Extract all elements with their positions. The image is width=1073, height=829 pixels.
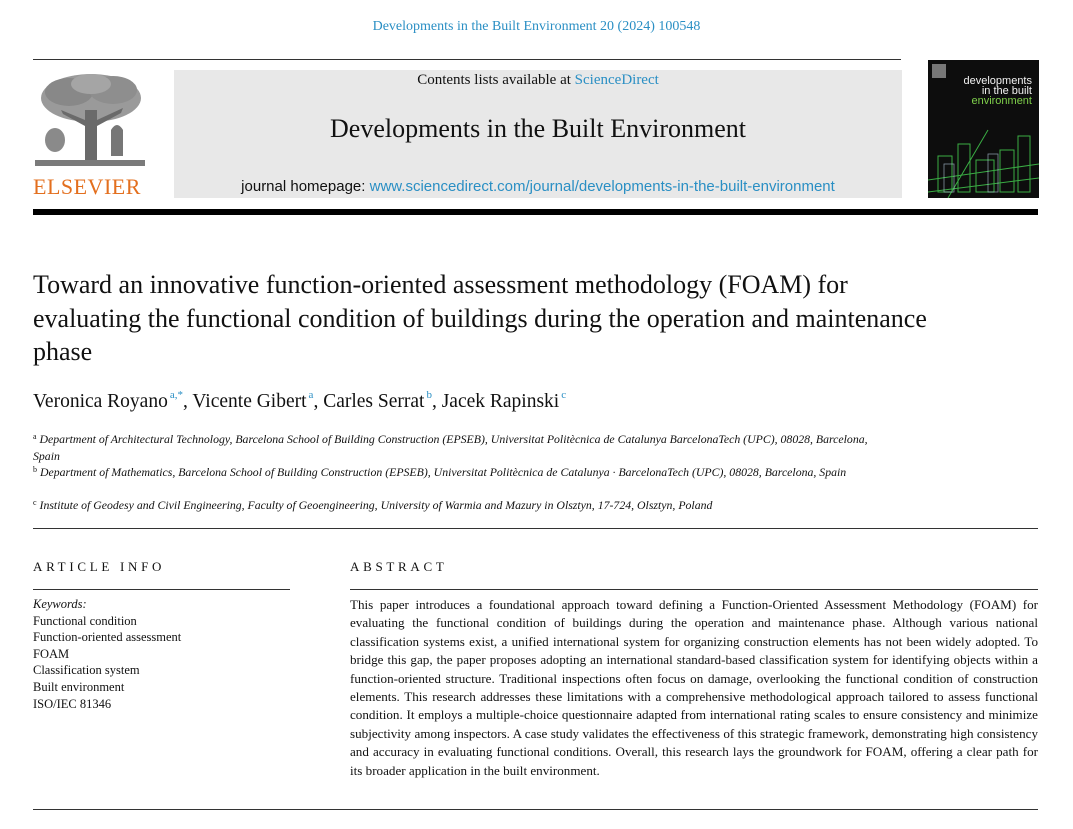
keywords-label: Keywords: bbox=[33, 597, 87, 611]
affiliation bbox=[33, 462, 893, 481]
keyword-item: ISO/IEC 81346 bbox=[33, 696, 112, 711]
journal-homepage-link[interactable]: www.sciencedirect.com/journal/developments-in-the-built-environment bbox=[369, 178, 835, 195]
section-divider bbox=[33, 528, 1038, 529]
journal-homepage-line bbox=[174, 178, 902, 195]
article-info-heading: ARTICLE INFO bbox=[33, 559, 166, 574]
masthead-bottom-rule bbox=[33, 209, 1038, 215]
homepage-prefix: journal homepage: bbox=[241, 178, 366, 195]
author-affiliation-marker[interactable]: c bbox=[561, 389, 567, 401]
author-name[interactable]: Carles Serrat bbox=[323, 391, 425, 412]
author-affiliation-marker[interactable]: a bbox=[308, 389, 314, 401]
affiliation-text: Department of Mathematics, Barcelona School of Building Construction (EPSEB), Universitat Politècnica de Catalunya · BarcelonaTech (UPC), 08028, Barcelona, Spain bbox=[39, 465, 847, 479]
affiliation-marker: a bbox=[33, 432, 37, 441]
affiliation-text: Department of Architectural Technology, Barcelona School of Building Construction (EPSEB), Universitat Politècnica de Catalunya BarcelonaTech (UPC), 08028, Barcelona, Spain bbox=[33, 432, 868, 463]
cover-title bbox=[964, 76, 1033, 106]
author-list: Veronica Royano $^{a,*}$, Vicente Gibert $^a$, Carles Serrat $^b$, Jacek Rapinski $^c$ bbox=[33, 389, 567, 412]
journal-masthead bbox=[174, 70, 902, 198]
author-name[interactable]: Jacek Rapinski bbox=[441, 391, 560, 412]
contents-prefix: Contents lists available at bbox=[417, 72, 571, 88]
keywords-block bbox=[33, 596, 181, 712]
keyword-item: Built environment bbox=[33, 679, 125, 694]
keyword-item: Classification system bbox=[33, 663, 140, 678]
affiliation-text: Institute of Geodesy and Civil Engineering, Faculty of Geoengineering, University of Warmia and Mazury in Olsztyn, 17-724, Olsztyn, Poland bbox=[39, 498, 713, 512]
keyword-item: Functional condition bbox=[33, 613, 137, 628]
affiliation bbox=[33, 495, 893, 514]
cover-title-line-2: in the built bbox=[981, 85, 1032, 97]
abstract-rule bbox=[350, 589, 1038, 590]
masthead-top-rule bbox=[33, 59, 901, 60]
abstract-heading: ABSTRACT bbox=[350, 559, 448, 574]
keyword-item: FOAM bbox=[33, 646, 70, 661]
journal-reference-link[interactable]: Developments in the Built Environment 20 (2024) 100548 bbox=[372, 19, 701, 34]
publisher-wordmark: ELSEVIER bbox=[33, 174, 141, 199]
abstract-text: This paper introduces a foundational approach toward defining a Function-Oriented Assessment Methodology (FOAM) for evaluating the functional condition of buildings during the operation and maintenance phase. Although various national classification systems exist, a unified international system for organizing construction elements has not been widely adopted. To bridge this gap, the paper proposes adopting an international standard-based classification system for identifying objects within a function-oriented structure. Traditional inspections often focus on damage, overlooking the functional condition of construction elements. This research addresses these limitations with a comprehensive methodological approach tailored to assess functional condition. It employs a multiple-choice questionnaire adapted from international rating scales to ensure consistency and minimize subjectivity among inspectors. A case study validates the effectiveness of this strategic framework, demonstrating high consistency and accuracy in evaluating functional conditions. Overall, this research lays the groundwork for FOAM, offering a clear path for its broader application in the built environment. bbox=[350, 597, 1038, 778]
cover-title-line-3: environment bbox=[971, 95, 1032, 107]
journal-name: Developments in the Built Environment bbox=[330, 114, 746, 143]
cover-title-line-1: developments bbox=[963, 75, 1032, 87]
journal-cover-image[interactable] bbox=[928, 60, 1039, 198]
author-affiliation-marker[interactable]: a,* bbox=[169, 389, 183, 401]
sciencedirect-link[interactable]: ScienceDirect bbox=[574, 72, 659, 88]
author-name[interactable]: Veronica Royano bbox=[33, 391, 168, 412]
article-info-rule bbox=[33, 589, 290, 590]
article-title: Toward an innovative function-oriented assessment methodology (FOAM) for evaluating the functional condition of buildings during the operation and maintenance phase bbox=[33, 270, 927, 366]
keyword-item: Function-oriented assessment bbox=[33, 630, 182, 645]
affiliation bbox=[33, 429, 893, 464]
author-name[interactable]: Vicente Gibert bbox=[192, 391, 307, 412]
contents-available-line bbox=[174, 72, 902, 89]
affiliation-marker: b bbox=[33, 465, 37, 474]
affiliation-marker: c bbox=[33, 498, 37, 507]
bottom-divider bbox=[33, 809, 1038, 810]
author-affiliation-marker[interactable]: b bbox=[426, 389, 432, 401]
